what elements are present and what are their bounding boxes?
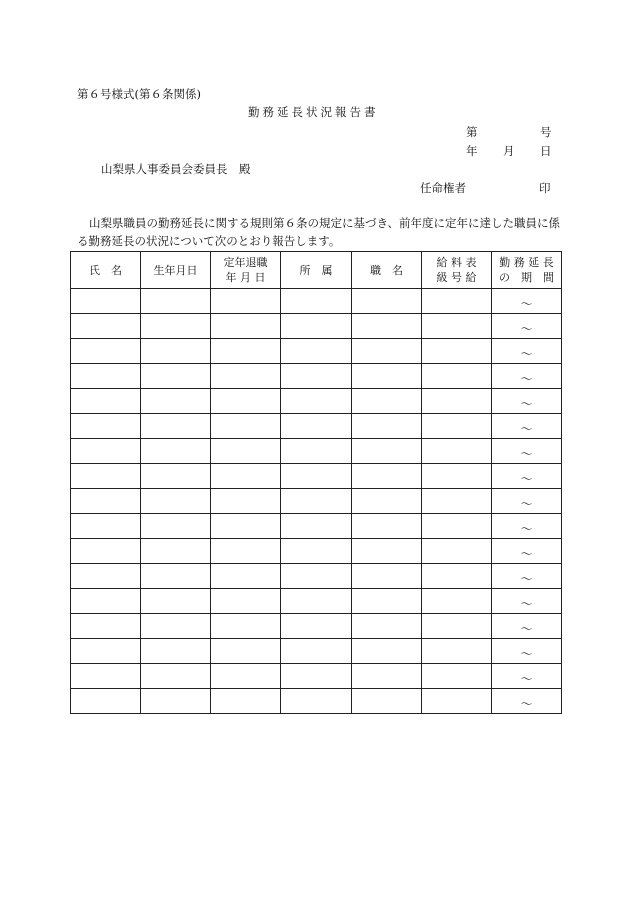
blank-cell[interactable] bbox=[141, 639, 211, 664]
blank-cell[interactable] bbox=[141, 464, 211, 489]
blank-cell[interactable] bbox=[211, 589, 281, 614]
period-tilde: ～ bbox=[520, 421, 533, 436]
period-cell[interactable] bbox=[492, 464, 562, 489]
blank-cell[interactable] bbox=[422, 289, 492, 314]
blank-cell[interactable] bbox=[141, 389, 211, 414]
blank-cell[interactable] bbox=[211, 314, 281, 339]
position-header bbox=[352, 252, 422, 289]
period-cell[interactable] bbox=[492, 689, 562, 714]
header-line-1: 勤 務 延 長 bbox=[499, 256, 554, 269]
table-row bbox=[71, 364, 562, 389]
period-cell[interactable] bbox=[492, 539, 562, 564]
period-cell[interactable] bbox=[492, 439, 562, 464]
blank-cell[interactable] bbox=[211, 389, 281, 414]
blank-cell[interactable] bbox=[141, 664, 211, 689]
blank-cell[interactable] bbox=[422, 389, 492, 414]
blank-cell[interactable] bbox=[352, 414, 422, 439]
blank-cell[interactable] bbox=[211, 289, 281, 314]
blank-cell[interactable] bbox=[281, 589, 352, 614]
header-line-2: の 期 間 bbox=[499, 271, 554, 284]
table-row bbox=[71, 689, 562, 714]
period-cell[interactable] bbox=[492, 614, 562, 639]
blank-cell[interactable] bbox=[71, 464, 141, 489]
blank-cell[interactable] bbox=[211, 364, 281, 389]
period-cell[interactable] bbox=[492, 664, 562, 689]
table-row bbox=[71, 289, 562, 314]
period-cell[interactable] bbox=[492, 339, 562, 364]
blank-cell[interactable] bbox=[281, 564, 352, 589]
blank-cell[interactable] bbox=[352, 539, 422, 564]
table-row bbox=[71, 639, 562, 664]
period-cell[interactable] bbox=[492, 414, 562, 439]
blank-cell[interactable] bbox=[71, 314, 141, 339]
blank-cell[interactable] bbox=[352, 464, 422, 489]
period-tilde: ～ bbox=[520, 446, 533, 461]
report-body-text: 山梨県職員の勤務延長に関する規則第６条の規定に基づき、前年度に定年に達した職員に係る勤務延長の状況について次のとおり報告します。 bbox=[77, 216, 561, 248]
blank-cell[interactable] bbox=[71, 414, 141, 439]
header-line-1: 氏 名 bbox=[89, 263, 122, 277]
blank-cell[interactable] bbox=[71, 564, 141, 589]
period-cell[interactable] bbox=[492, 364, 562, 389]
blank-cell[interactable] bbox=[281, 614, 352, 639]
blank-cell[interactable] bbox=[71, 489, 141, 514]
blank-cell[interactable] bbox=[352, 689, 422, 714]
blank-cell[interactable] bbox=[422, 314, 492, 339]
blank-cell[interactable] bbox=[211, 489, 281, 514]
date-year-label: 年 bbox=[466, 144, 478, 158]
period-tilde: ～ bbox=[520, 346, 533, 361]
blank-cell[interactable] bbox=[211, 514, 281, 539]
blank-cell[interactable] bbox=[211, 439, 281, 464]
period-tilde: ～ bbox=[520, 296, 533, 311]
blank-cell[interactable] bbox=[281, 639, 352, 664]
period-cell[interactable] bbox=[492, 389, 562, 414]
blank-cell[interactable] bbox=[352, 314, 422, 339]
recipient-line: 山梨県人事委員会委員長 殿 bbox=[101, 162, 251, 176]
table-row bbox=[71, 489, 562, 514]
blank-cell[interactable] bbox=[71, 339, 141, 364]
blank-cell[interactable] bbox=[211, 339, 281, 364]
seal-mark: 印 bbox=[539, 181, 551, 195]
blank-cell[interactable] bbox=[211, 464, 281, 489]
blank-cell[interactable] bbox=[422, 414, 492, 439]
table-row bbox=[71, 614, 562, 639]
number-suffix: 号 bbox=[540, 125, 552, 139]
blank-cell[interactable] bbox=[352, 614, 422, 639]
period-tilde: ～ bbox=[520, 646, 533, 661]
blank-cell[interactable] bbox=[422, 339, 492, 364]
blank-cell[interactable] bbox=[281, 689, 352, 714]
blank-cell[interactable] bbox=[141, 489, 211, 514]
period-tilde: ～ bbox=[520, 621, 533, 636]
blank-cell[interactable] bbox=[71, 689, 141, 714]
table-row bbox=[71, 339, 562, 364]
table-row bbox=[71, 514, 562, 539]
table-row bbox=[71, 314, 562, 339]
period-cell[interactable] bbox=[492, 289, 562, 314]
blank-cell[interactable] bbox=[281, 364, 352, 389]
blank-cell[interactable] bbox=[141, 339, 211, 364]
blank-cell[interactable] bbox=[352, 364, 422, 389]
number-prefix: 第 bbox=[466, 125, 478, 139]
blank-cell[interactable] bbox=[281, 289, 352, 314]
period-cell[interactable] bbox=[492, 514, 562, 539]
blank-cell[interactable] bbox=[141, 364, 211, 389]
blank-cell[interactable] bbox=[422, 639, 492, 664]
blank-cell[interactable] bbox=[422, 489, 492, 514]
blank-cell[interactable] bbox=[141, 314, 211, 339]
blank-cell[interactable] bbox=[71, 289, 141, 314]
blank-cell[interactable] bbox=[281, 489, 352, 514]
period-tilde: ～ bbox=[520, 471, 533, 486]
blank-cell[interactable] bbox=[352, 389, 422, 414]
blank-cell[interactable] bbox=[281, 414, 352, 439]
form-label: 第６号様式(第６条関係) bbox=[77, 87, 201, 101]
birthdate-header bbox=[141, 252, 211, 289]
extension-report-table bbox=[70, 251, 562, 714]
blank-cell[interactable] bbox=[211, 539, 281, 564]
blank-cell[interactable] bbox=[71, 639, 141, 664]
blank-cell[interactable] bbox=[141, 289, 211, 314]
period-tilde: ～ bbox=[520, 521, 533, 536]
blank-cell[interactable] bbox=[141, 539, 211, 564]
blank-cell[interactable] bbox=[281, 314, 352, 339]
table-row bbox=[71, 389, 562, 414]
period-tilde: ～ bbox=[520, 371, 533, 386]
header-line-1: 職 名 bbox=[370, 263, 403, 277]
header-line-1: 生年月日 bbox=[153, 263, 198, 277]
period-cell[interactable] bbox=[492, 639, 562, 664]
header-line-1: 定年退職 bbox=[223, 256, 268, 269]
table-header-row bbox=[71, 252, 562, 289]
blank-cell[interactable] bbox=[211, 639, 281, 664]
period-tilde: ～ bbox=[520, 671, 533, 686]
period-cell[interactable] bbox=[492, 314, 562, 339]
blank-cell[interactable] bbox=[71, 614, 141, 639]
blank-cell[interactable] bbox=[71, 664, 141, 689]
blank-cell[interactable] bbox=[71, 539, 141, 564]
blank-cell[interactable] bbox=[281, 664, 352, 689]
blank-cell[interactable] bbox=[211, 414, 281, 439]
period-tilde: ～ bbox=[520, 496, 533, 511]
table-row bbox=[71, 539, 562, 564]
date-month-label: 月 bbox=[503, 144, 515, 158]
header-line-2: 級 号 給 bbox=[436, 271, 477, 284]
blank-cell[interactable] bbox=[422, 364, 492, 389]
blank-cell[interactable] bbox=[352, 339, 422, 364]
header-line-1: 給 料 表 bbox=[436, 256, 477, 269]
period-cell[interactable] bbox=[492, 589, 562, 614]
blank-cell[interactable] bbox=[281, 539, 352, 564]
blank-cell[interactable] bbox=[71, 589, 141, 614]
blank-cell[interactable] bbox=[71, 389, 141, 414]
blank-cell[interactable] bbox=[281, 514, 352, 539]
table-row bbox=[71, 464, 562, 489]
period-cell[interactable] bbox=[492, 564, 562, 589]
blank-cell[interactable] bbox=[141, 614, 211, 639]
blank-cell[interactable] bbox=[141, 564, 211, 589]
blank-cell[interactable] bbox=[281, 464, 352, 489]
blank-cell[interactable] bbox=[281, 439, 352, 464]
blank-cell[interactable] bbox=[422, 564, 492, 589]
table-row bbox=[71, 439, 562, 464]
period-tilde: ～ bbox=[520, 546, 533, 561]
table-row bbox=[71, 664, 562, 689]
blank-cell[interactable] bbox=[71, 364, 141, 389]
name-header bbox=[71, 252, 141, 289]
department-header bbox=[281, 252, 352, 289]
period-cell[interactable] bbox=[492, 489, 562, 514]
blank-cell[interactable] bbox=[141, 514, 211, 539]
blank-cell[interactable] bbox=[352, 289, 422, 314]
period-tilde: ～ bbox=[520, 596, 533, 611]
header-line-1: 所 属 bbox=[299, 263, 333, 277]
blank-cell[interactable] bbox=[281, 339, 352, 364]
blank-cell[interactable] bbox=[422, 464, 492, 489]
blank-cell[interactable] bbox=[422, 439, 492, 464]
blank-cell[interactable] bbox=[352, 589, 422, 614]
blank-cell[interactable] bbox=[141, 414, 211, 439]
blank-cell[interactable] bbox=[352, 664, 422, 689]
blank-cell[interactable] bbox=[422, 514, 492, 539]
retirement-date-header bbox=[211, 252, 281, 289]
blank-cell[interactable] bbox=[141, 589, 211, 614]
table-row bbox=[71, 564, 562, 589]
table-row bbox=[71, 589, 562, 614]
blank-cell[interactable] bbox=[422, 614, 492, 639]
blank-cell[interactable] bbox=[141, 439, 211, 464]
blank-cell[interactable] bbox=[352, 564, 422, 589]
extension-period-header bbox=[492, 252, 562, 289]
blank-cell[interactable] bbox=[211, 614, 281, 639]
date-day-label: 日 bbox=[540, 144, 552, 158]
period-tilde: ～ bbox=[520, 696, 533, 711]
blank-cell[interactable] bbox=[352, 439, 422, 464]
blank-cell[interactable] bbox=[352, 639, 422, 664]
blank-cell[interactable] bbox=[141, 689, 211, 714]
table-body bbox=[71, 289, 562, 714]
issuer-label: 任命権者 bbox=[420, 181, 466, 195]
period-tilde: ～ bbox=[520, 396, 533, 411]
table-row bbox=[71, 414, 562, 439]
period-tilde: ～ bbox=[520, 321, 533, 336]
salary-grade-header bbox=[422, 252, 492, 289]
blank-cell[interactable] bbox=[422, 589, 492, 614]
blank-cell[interactable] bbox=[422, 539, 492, 564]
blank-cell[interactable] bbox=[422, 689, 492, 714]
blank-cell[interactable] bbox=[211, 664, 281, 689]
blank-cell[interactable] bbox=[281, 389, 352, 414]
blank-cell[interactable] bbox=[71, 514, 141, 539]
blank-cell[interactable] bbox=[211, 689, 281, 714]
blank-cell[interactable] bbox=[71, 439, 141, 464]
blank-cell[interactable] bbox=[211, 564, 281, 589]
blank-cell[interactable] bbox=[352, 514, 422, 539]
header-line-2: 年 月 日 bbox=[225, 271, 266, 284]
document-title: 勤務延長状況報告書 bbox=[248, 105, 379, 119]
blank-cell[interactable] bbox=[352, 489, 422, 514]
period-tilde: ～ bbox=[520, 571, 533, 586]
blank-cell[interactable] bbox=[422, 664, 492, 689]
